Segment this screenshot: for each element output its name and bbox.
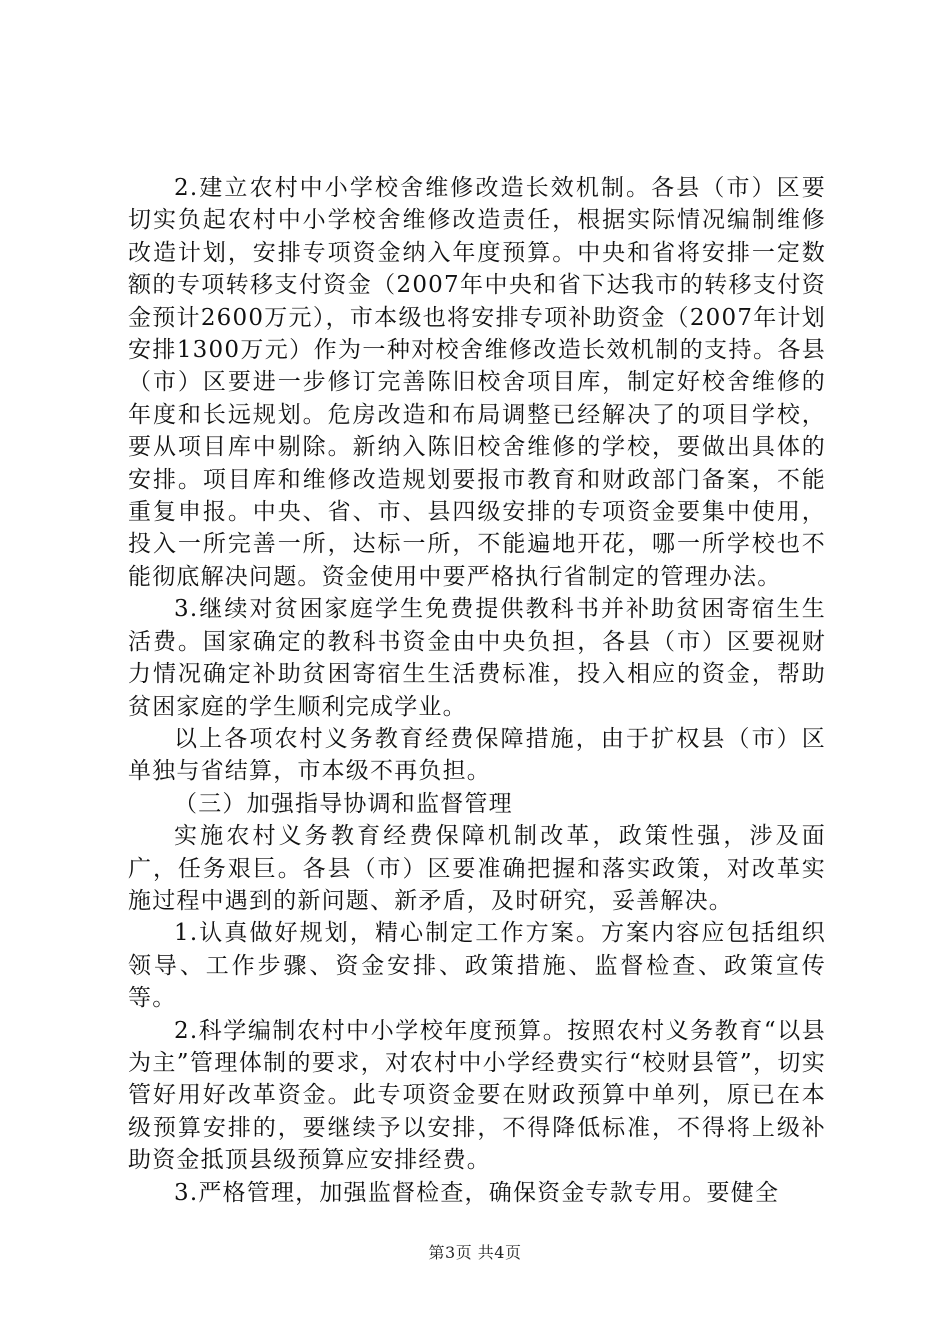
paragraph-2-budget: 2.科学编制农村中小学校年度预算。按照农村义务教育“以县为主”管理体制的要求，对农村中小学经费实行“校财县管”，切实管好用好改革资金。此专项资金要在财政预算中单列，原已在本级预算安排的，要继续予以安排，不得降低标准，不得将上级补助资金抵顶县级预算应安排经费。 [128, 1017, 826, 1174]
paragraph-3-management: 3.严格管理，加强监督检查，确保资金专款专用。要健全 [174, 1179, 780, 1206]
paragraph-1-planning: 1.认真做好规划，精心制定工作方案。方案内容应包括组织领导、工作步骤、资金安排、政策措施、监督检查、政策宣传等。 [128, 920, 826, 1012]
paragraph-2-maintenance-mechanism: 2.建立农村中小学校舍维修改造长效机制。各县（市）区要切实负起农村中小学校舍维修改造责任，根据实际情况编制维修改造计划，安排专项资金纳入年度预算。中央和省将安排一定数额的专项转移支付资金（2007年中央和省下达我市的转移支付资金预计2600万元），市本级也将安排专项补助资金（2007年计划安排1300万元）作为一种对校舍维修改造长效机制的支持。各县（市）区要进一步修订完善陈旧校舍项目库，制定好校舍维修的年度和长远规划。危房改造和布局调整已经解决了的项目学校，要从项目库中剔除。新纳入陈旧校舍维修的学校，要做出具体的安排。项目库和维修改造规划要报市教育和财政部门备案，不能重复申报。中央、省、市、县四级安排的专项资金要集中使用，投入一所完善一所，达标一所，不能遍地开花，哪一所学校也不能彻底解决问题。资金使用中要严格执行省制定的管理办法。 [128, 175, 826, 590]
paragraph-3-free-textbooks: 3.继续对贫困家庭学生免费提供教科书并补助贫困寄宿生生活费。国家确定的教科书资金由中央负担，各县（市）区要视财力情况确定补助贫困寄宿生生活费标准，投入相应的资金，帮助贫困家庭的学生顺利完成学业。 [128, 596, 826, 720]
paragraph-reform-intro: 实施农村义务教育经费保障机制改革，政策性强，涉及面广，任务艰巨。各县（市）区要准确把握和落实政策，对改革实施过程中遇到的新问题、新矛盾，及时研究，妥善解决。 [128, 823, 826, 914]
section-heading-supervision: （三）加强指导协调和监督管理 [174, 790, 513, 817]
paragraph-settlement-note: 以上各项农村义务教育经费保障措施，由于扩权县（市）区单独与省结算，市本级不再负担。 [128, 725, 826, 785]
document-body [128, 172, 826, 1209]
page-number-footer: 第3页 共4页 [428, 1243, 522, 1262]
